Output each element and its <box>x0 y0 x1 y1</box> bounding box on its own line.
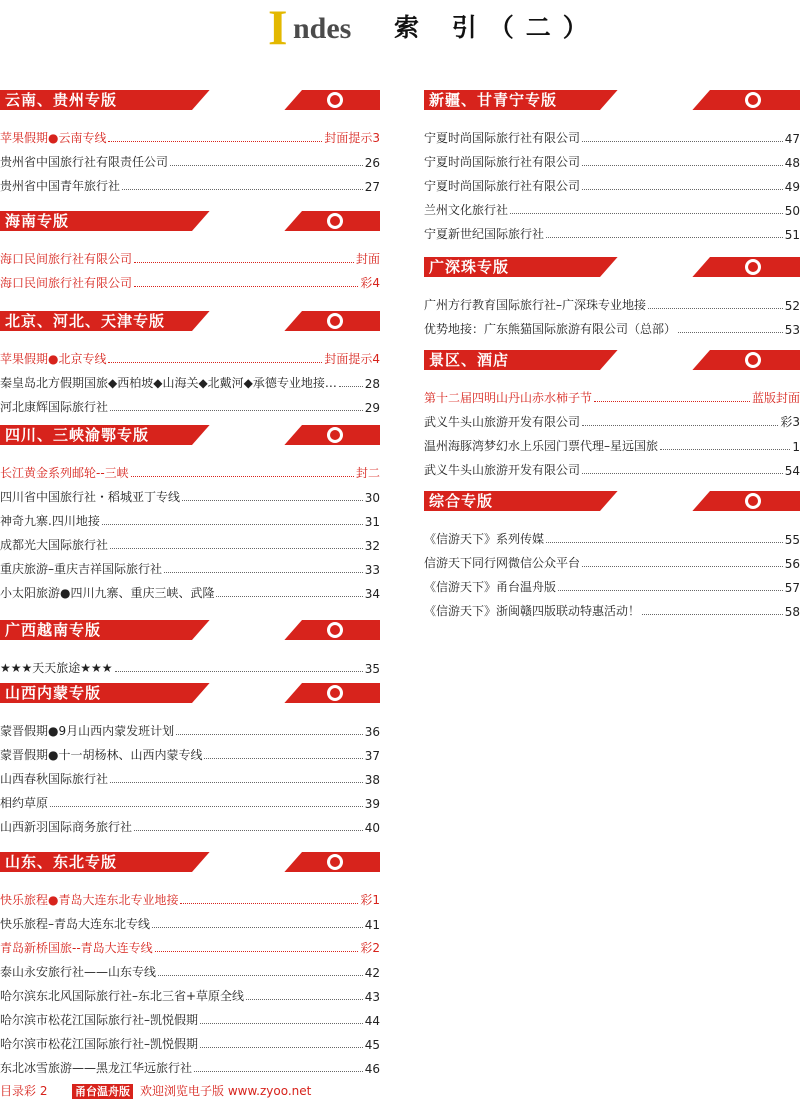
entry-list <box>424 122 800 242</box>
section-title: 海南专版 <box>5 212 70 230</box>
entry-title: 兰州文化旅行社 <box>424 203 509 217</box>
list-item <box>424 218 800 242</box>
dot-leader <box>582 189 783 190</box>
entry-page: 54 <box>784 464 800 478</box>
page-footer <box>0 1083 800 1100</box>
entry-title: 山西新羽国际商务旅行社 <box>0 820 133 834</box>
page-header <box>0 0 800 60</box>
dot-leader <box>194 1071 363 1072</box>
entry-title: 贵州省中国旅行社有限责任公司 <box>0 155 169 169</box>
banner-stripe-decoration <box>600 257 710 277</box>
circle-icon <box>745 259 761 275</box>
entry-page: 封面 <box>355 252 380 266</box>
left-section-6 <box>0 683 380 835</box>
entry-page: 28 <box>364 377 380 391</box>
entry-list <box>0 243 380 291</box>
list-item <box>0 763 380 787</box>
section-banner <box>424 491 800 511</box>
entry-title: 四川省中国旅行社・稻城亚丁专线 <box>0 490 181 504</box>
dot-leader <box>546 237 783 238</box>
list-item <box>0 739 380 763</box>
entry-title: 宁夏时尚国际旅行社有限公司 <box>424 131 581 145</box>
entry-page: 57 <box>784 581 800 595</box>
entry-page: 44 <box>364 1014 380 1028</box>
right-section-3 <box>424 350 800 478</box>
entry-title: 武义牛头山旅游开发有限公司 <box>424 463 581 477</box>
circle-icon <box>327 92 343 108</box>
entry-page: 31 <box>364 515 380 529</box>
dot-leader <box>152 927 363 928</box>
list-item <box>0 146 380 170</box>
list-item <box>0 243 380 267</box>
section-title: 新疆、甘青宁专版 <box>429 91 558 109</box>
banner-stripe-decoration <box>192 683 302 703</box>
right-section-4 <box>424 491 800 619</box>
entry-page: 26 <box>364 156 380 170</box>
entry-page: 55 <box>784 533 800 547</box>
dot-leader <box>200 1047 363 1048</box>
entry-page: 1 <box>792 440 800 454</box>
circle-icon <box>327 685 343 701</box>
circle-icon <box>745 92 761 108</box>
right-section-1 <box>424 90 800 242</box>
list-item <box>0 932 380 956</box>
entry-title: 宁夏时尚国际旅行社有限公司 <box>424 155 581 169</box>
left-section-7 <box>0 852 380 1076</box>
dot-leader <box>594 401 750 402</box>
entry-page: 52 <box>784 299 800 313</box>
section-banner <box>424 350 800 370</box>
entry-title: 蒙晋假期●9月山西内蒙发班计划 <box>0 724 175 738</box>
footer-edition-badge: 甬台温舟版 <box>72 1084 133 1099</box>
index-title-cn: 索 引（二） <box>394 13 600 42</box>
banner-stripe-decoration <box>192 90 302 110</box>
entry-list <box>0 715 380 835</box>
list-item <box>0 529 380 553</box>
banner-stripe-decoration <box>192 311 302 331</box>
section-banner <box>0 852 380 872</box>
dot-leader <box>582 473 783 474</box>
list-item <box>0 505 380 529</box>
entry-list <box>0 457 380 601</box>
entry-title: 小太阳旅游●四川九寨、重庆三峡、武隆 <box>0 586 215 600</box>
list-item <box>0 267 380 291</box>
list-item <box>0 1028 380 1052</box>
banner-stripe-decoration <box>600 491 710 511</box>
list-item <box>424 454 800 478</box>
entry-page: 29 <box>364 401 380 415</box>
list-item <box>0 553 380 577</box>
circle-icon <box>327 427 343 443</box>
dot-leader <box>110 410 363 411</box>
banner-stripe-decoration <box>192 852 302 872</box>
dot-leader <box>180 903 358 904</box>
entry-page: 33 <box>364 563 380 577</box>
list-item <box>424 122 800 146</box>
dot-leader <box>134 262 354 263</box>
entry-title: 《信游天下》甬台温舟版 <box>424 580 557 594</box>
dot-leader <box>216 596 362 597</box>
section-banner <box>424 257 800 277</box>
entry-page: 30 <box>364 491 380 505</box>
footer-page-label: 目录彩 2 <box>0 1084 48 1098</box>
entry-title: 长江黄金系列邮轮--三峡 <box>0 466 129 480</box>
entry-page: 50 <box>784 204 800 218</box>
dot-leader <box>642 614 783 615</box>
dot-leader <box>134 286 358 287</box>
dot-leader <box>339 386 363 387</box>
entry-title: ★★★天天旅途★★★ <box>0 661 113 675</box>
entry-page: 封二 <box>355 466 380 480</box>
entry-title: 快乐旅程–青岛大连东北专线 <box>0 917 151 931</box>
entry-title: 海口民间旅行社有限公司 <box>0 252 133 266</box>
section-title: 山西内蒙专版 <box>5 684 102 702</box>
list-item <box>424 430 800 454</box>
dot-leader <box>182 500 363 501</box>
entry-page: 40 <box>364 821 380 835</box>
entry-title: 快乐旅程●青岛大连东北专业地接 <box>0 893 179 907</box>
dot-leader <box>122 189 363 190</box>
entry-page: 56 <box>784 557 800 571</box>
dot-leader <box>582 141 783 142</box>
circle-icon <box>745 493 761 509</box>
entry-title: 泰山永安旅行社——山东专线 <box>0 965 157 979</box>
banner-stripe-decoration <box>600 90 710 110</box>
list-item <box>0 787 380 811</box>
dot-leader <box>158 975 363 976</box>
entry-page: 39 <box>364 797 380 811</box>
banner-stripe-decoration <box>192 211 302 231</box>
entry-title: 蒙晋假期●十一胡杨林、山西内蒙专线 <box>0 748 203 762</box>
entry-page: 43 <box>364 990 380 1004</box>
footer-tagline: 欢迎浏览电子版 www.zyoo.net <box>140 1084 312 1098</box>
entry-page: 53 <box>784 323 800 337</box>
list-item <box>0 884 380 908</box>
list-item <box>0 343 380 367</box>
entry-page: 彩3 <box>780 415 800 429</box>
entry-page: 蓝版封面 <box>751 391 800 405</box>
entry-title: 相约草原 <box>0 796 49 810</box>
list-item <box>424 170 800 194</box>
entry-page: 47 <box>784 132 800 146</box>
entry-list <box>424 289 800 337</box>
entry-title: 温州海豚湾梦幻水上乐园门票代理–星远国旅 <box>424 439 659 453</box>
index-initial-letter: I <box>268 0 288 55</box>
entry-title: 《信游天下》系列传媒 <box>424 532 545 546</box>
entry-title: 河北康辉国际旅行社 <box>0 400 109 414</box>
dot-leader <box>558 590 783 591</box>
entry-page: 封面提示3 <box>324 131 380 145</box>
dot-leader <box>660 449 790 450</box>
entry-title: 宁夏新世纪国际旅行社 <box>424 227 545 241</box>
list-item <box>0 652 380 676</box>
entry-page: 37 <box>364 749 380 763</box>
entry-page: 彩1 <box>360 893 380 907</box>
entry-title: 海口民间旅行社有限公司 <box>0 276 133 290</box>
section-title: 广深珠专版 <box>429 258 510 276</box>
entry-title: 第十二届四明山丹山赤水柿子节 <box>424 391 593 405</box>
dot-leader <box>50 806 363 807</box>
entry-list <box>0 884 380 1076</box>
entry-title: 武义牛头山旅游开发有限公司 <box>424 415 581 429</box>
entry-page: 45 <box>364 1038 380 1052</box>
left-section-4 <box>0 425 380 601</box>
list-item <box>0 122 380 146</box>
entry-title: 信游天下同行网微信公众平台 <box>424 556 581 570</box>
right-section-2 <box>424 257 800 337</box>
dot-leader <box>108 362 322 363</box>
entry-page: 48 <box>784 156 800 170</box>
dot-leader <box>134 830 363 831</box>
banner-stripe-decoration <box>192 425 302 445</box>
entry-title: 东北冰雪旅游——黑龙江华远旅行社 <box>0 1061 193 1075</box>
entry-title: 哈尔滨市松花江国际旅行社–凯悦假期 <box>0 1013 199 1027</box>
entry-page: 34 <box>364 587 380 601</box>
entry-title: 优势地接：广东熊猫国际旅游有限公司（总部） <box>424 322 677 336</box>
dot-leader <box>678 332 783 333</box>
list-item <box>0 577 380 601</box>
list-item <box>0 391 380 415</box>
list-item <box>0 170 380 194</box>
dot-leader <box>155 951 359 952</box>
entry-page: 32 <box>364 539 380 553</box>
banner-stripe-decoration <box>600 350 710 370</box>
entry-title: 神奇九寨.四川地接 <box>0 514 100 528</box>
list-item <box>0 715 380 739</box>
entry-title: 青岛新桥国旅--青岛大连专线 <box>0 941 153 955</box>
list-item <box>0 811 380 835</box>
entry-page: 49 <box>784 180 800 194</box>
entry-page: 彩4 <box>360 276 380 290</box>
entry-title: 哈尔滨东北风国际旅行社–东北三省+草原全线 <box>0 989 245 1003</box>
dot-leader <box>510 213 783 214</box>
entry-title: 成都光大国际旅行社 <box>0 538 109 552</box>
dot-leader <box>246 999 363 1000</box>
list-item <box>424 382 800 406</box>
dot-leader <box>648 308 783 309</box>
circle-icon <box>327 854 343 870</box>
section-banner <box>0 683 380 703</box>
entry-page: 58 <box>784 605 800 619</box>
index-title-en: ndes <box>293 12 352 45</box>
list-item <box>0 481 380 505</box>
dot-leader <box>164 572 363 573</box>
list-item <box>0 980 380 1004</box>
dot-leader <box>582 566 783 567</box>
dot-leader <box>102 524 363 525</box>
entry-page: 41 <box>364 918 380 932</box>
entry-title: 广州方行教育国际旅行社–广深珠专业地接 <box>424 298 647 312</box>
entry-title: 重庆旅游–重庆吉祥国际旅行社 <box>0 562 163 576</box>
list-item <box>424 146 800 170</box>
dot-leader <box>170 165 363 166</box>
entry-title: 秦皇岛北方假期国旅◆西柏坡◆山海关◆北戴河◆承德专业地接… <box>0 376 337 390</box>
list-item <box>424 313 800 337</box>
section-title: 北京、河北、天津专版 <box>5 312 166 330</box>
section-banner <box>0 90 380 110</box>
left-section-5 <box>0 620 380 676</box>
section-banner <box>0 211 380 231</box>
entry-page: 27 <box>364 180 380 194</box>
left-section-3 <box>0 311 380 415</box>
dot-leader <box>200 1023 363 1024</box>
entry-list <box>424 523 800 619</box>
entry-title: 宁夏时尚国际旅行社有限公司 <box>424 179 581 193</box>
section-title: 景区、酒店 <box>429 351 510 369</box>
entry-page: 42 <box>364 966 380 980</box>
entry-list <box>0 652 380 676</box>
entry-title: 《信游天下》浙闽赣四版联动特惠活动！ <box>424 604 641 618</box>
entry-title: 贵州省中国青年旅行社 <box>0 179 121 193</box>
list-item <box>0 1052 380 1076</box>
entry-page: 35 <box>364 662 380 676</box>
section-title: 四川、三峡渝鄂专版 <box>5 426 150 444</box>
dot-leader <box>110 782 363 783</box>
dot-leader <box>131 476 354 477</box>
dot-leader <box>110 548 363 549</box>
section-title: 综合专版 <box>429 492 494 510</box>
list-item <box>0 457 380 481</box>
banner-stripe-decoration <box>192 620 302 640</box>
list-item <box>424 406 800 430</box>
entry-page: 38 <box>364 773 380 787</box>
left-section-1 <box>0 90 380 194</box>
section-title: 云南、贵州专版 <box>5 91 118 109</box>
dot-leader <box>115 671 363 672</box>
entry-title: 哈尔滨市松花江国际旅行社–凯悦假期 <box>0 1037 199 1051</box>
circle-icon <box>745 352 761 368</box>
dot-leader <box>108 141 322 142</box>
dot-leader <box>546 542 783 543</box>
list-item <box>424 194 800 218</box>
entry-page: 36 <box>364 725 380 739</box>
left-section-2 <box>0 211 380 291</box>
list-item <box>0 956 380 980</box>
list-item <box>424 595 800 619</box>
entry-title: 苹果假期●北京专线 <box>0 352 107 366</box>
dot-leader <box>582 425 778 426</box>
entry-list <box>0 343 380 415</box>
section-banner <box>424 90 800 110</box>
entry-list <box>424 382 800 478</box>
entry-title: 山西春秋国际旅行社 <box>0 772 109 786</box>
section-title: 广西越南专版 <box>5 621 102 639</box>
entry-page: 46 <box>364 1062 380 1076</box>
section-title: 山东、东北专版 <box>5 853 118 871</box>
entry-title: 苹果假期●云南专线 <box>0 131 107 145</box>
entry-list <box>0 122 380 194</box>
entry-page: 封面提示4 <box>324 352 380 366</box>
dot-leader <box>582 165 783 166</box>
circle-icon <box>327 213 343 229</box>
list-item <box>0 908 380 932</box>
dot-leader <box>176 734 363 735</box>
entry-page: 51 <box>784 228 800 242</box>
section-banner <box>0 425 380 445</box>
circle-icon <box>327 313 343 329</box>
list-item <box>424 571 800 595</box>
section-banner <box>0 311 380 331</box>
list-item <box>424 547 800 571</box>
list-item <box>424 523 800 547</box>
section-banner <box>0 620 380 640</box>
list-item <box>424 289 800 313</box>
entry-page: 彩2 <box>360 941 380 955</box>
list-item <box>0 1004 380 1028</box>
list-item <box>0 367 380 391</box>
circle-icon <box>327 622 343 638</box>
dot-leader <box>204 758 362 759</box>
